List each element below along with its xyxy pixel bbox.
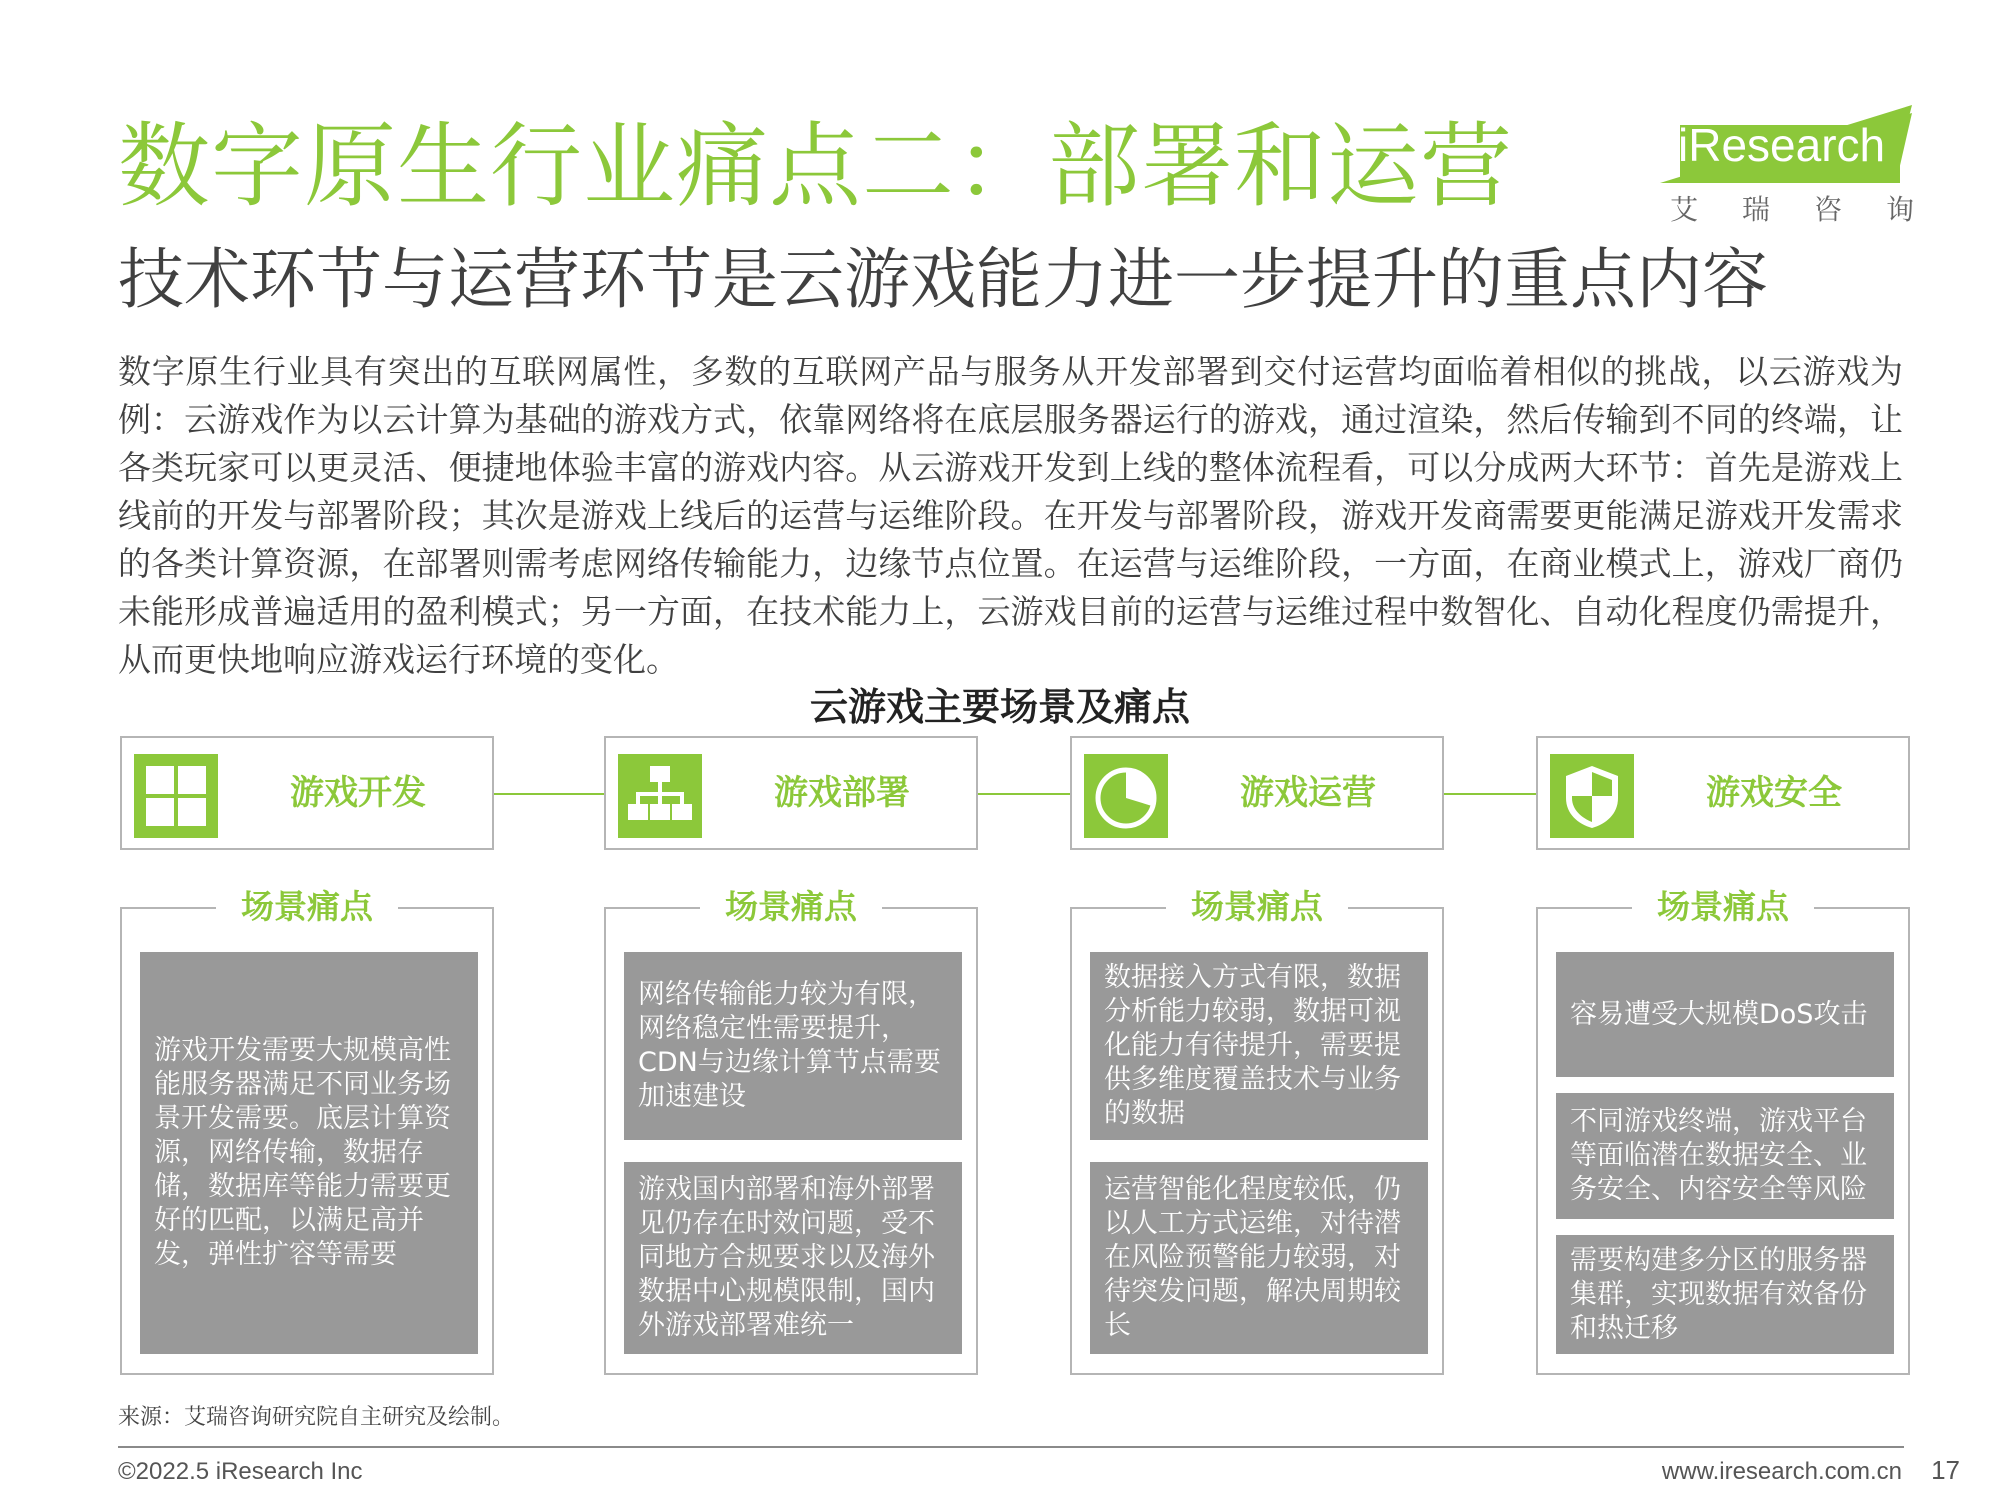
panel-header: 场景痛点	[1657, 887, 1789, 926]
pain-point-card	[624, 952, 962, 1140]
pain-point-text: 运营智能化程度较低，仍以人工方式运维，对待潜在风险预警能力较弱，对待突发问题，解决周期较长	[1104, 1174, 1401, 1341]
iresearch-logo	[1660, 105, 1959, 226]
stage-label: 游戏开发	[290, 773, 426, 813]
panel-header: 场景痛点	[1191, 887, 1323, 926]
grid-icon	[134, 754, 218, 838]
pain-point-card	[1090, 1162, 1428, 1354]
stage-box-deployment	[604, 736, 978, 850]
diagram-title: 云游戏主要场景及痛点	[809, 685, 1190, 729]
panel-header: 场景痛点	[241, 887, 373, 926]
pain-point-panel-deployment	[604, 887, 978, 1375]
pain-point-card	[624, 1162, 962, 1354]
page-subtitle: 技术环节与运营环节是云游戏能力进一步提升的重点内容	[118, 241, 1768, 318]
page-number: 17	[1931, 1455, 1960, 1485]
logo-wordmark: iResearch	[1678, 119, 1886, 171]
pain-point-text: 游戏国内部署和海外部署见仍存在时效问题，受不同地方合规要求以及海外数据中心规模限制，国内外游戏部署难统一	[638, 1174, 935, 1341]
stage-label: 游戏安全	[1706, 773, 1842, 813]
copyright-text: ©2022.5 iResearch Inc	[118, 1458, 363, 1485]
stage-box-security	[1536, 736, 1910, 850]
panel-top-rule	[606, 907, 700, 909]
pain-point-text: 需要构建多分区的服务器集群，实现数据有效备份和热迁移	[1570, 1244, 1867, 1344]
pain-point-card	[1090, 952, 1428, 1140]
page-title: 数字原生行业痛点二：部署和运营	[118, 113, 1514, 220]
panel-top-rule	[398, 907, 492, 909]
pain-point-text: 数据接入方式有限，数据分析能力较弱，数据可视化能力有待提升，需要提供多维度覆盖技术与业务的数据	[1104, 962, 1401, 1129]
panel-top-rule	[1538, 907, 1632, 909]
intro-paragraph: 数字原生行业具有突出的互联网属性，多数的互联网产品与服务从开发部署到交付运营均面临着相似的挑战，以云游戏为例：云游戏作为以云计算为基础的游戏方式，依靠网络将在底层服务器运行的游戏，通过渲染，然后传输到不同的终端，让各类玩家可以更灵活、便捷地体验丰富的游戏内容。从云游戏开发到上线的整体流程看，可以分成两大环节：首先是游戏上线前的开发与部署阶段；其次是游戏上线后的运营与运维阶段。在开发与部署阶段，游戏开发商需要更能满足游戏开发需求的各类计算资源，在部署则需考虑网络传输能力，边缘节点位置。在运营与运维阶段，一方面，在商业模式上，游戏厂商仍未能形成普遍适用的盈利模式；另一方面，在技术能力上，云游戏目前的运营与运维过程中数智化、自动化程度仍需提升，从而更快地响应游戏运行环境的变化。	[118, 352, 1903, 679]
pain-point-panel-operation	[1070, 887, 1444, 1375]
footer-divider	[118, 1446, 1904, 1448]
pie-chart-icon	[1084, 754, 1168, 838]
stage-connector	[978, 793, 1070, 795]
pain-point-text: 容易遭受大规模DoS攻击	[1570, 998, 1868, 1030]
panel-top-rule	[1072, 907, 1166, 909]
website-link[interactable]: www.iresearch.com.cn	[1661, 1458, 1902, 1485]
pain-point-card	[1556, 952, 1894, 1077]
pain-point-panel-security	[1536, 887, 1910, 1375]
stage-connector	[1444, 793, 1536, 795]
panel-top-rule	[882, 907, 976, 909]
stage-label: 游戏运营	[1240, 773, 1376, 813]
stage-box-operation	[1070, 736, 1444, 850]
pain-point-card	[1556, 1093, 1894, 1219]
pain-point-card	[140, 952, 478, 1354]
shield-icon	[1550, 754, 1634, 838]
stage-label: 游戏部署	[774, 773, 910, 813]
pain-point-text: 网络传输能力较为有限，网络稳定性需要提升，CDN与边缘计算节点需要加速建设	[638, 979, 941, 1112]
pain-point-text: 不同游戏终端，游戏平台等面临潜在数据安全、业务安全、内容安全等风险	[1570, 1106, 1867, 1205]
stage-box-development	[120, 736, 494, 850]
panel-top-rule	[1348, 907, 1442, 909]
panel-top-rule	[1814, 907, 1908, 909]
panel-header: 场景痛点	[725, 887, 857, 926]
panel-top-rule	[122, 907, 216, 909]
pain-point-card	[1556, 1235, 1894, 1354]
stage-connector	[494, 793, 604, 795]
hierarchy-icon	[618, 754, 702, 838]
source-note: 来源：艾瑞咨询研究院自主研究及绘制。	[118, 1405, 515, 1430]
logo-chinese-name: 艾瑞咨询	[1670, 193, 1959, 226]
pain-point-panel-development	[120, 887, 494, 1375]
pain-point-text: 游戏开发需要大规模高性能服务器满足不同业务场景开发需要。底层计算资源，网络传输，数据存储，数据库等能力需要更好的匹配，以满足高并发，弹性扩容等需要	[154, 1035, 451, 1270]
